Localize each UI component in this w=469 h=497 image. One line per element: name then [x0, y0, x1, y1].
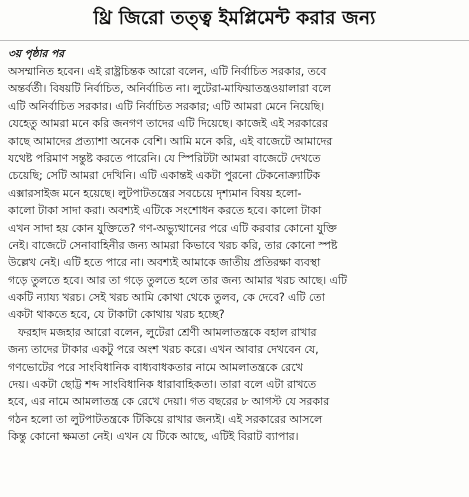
body-line: হবে, এর নামে আমলাতন্ত্র কে রেখে দেয়া। গত বছরের ৮ আগস্ট যে সরকার: [8, 395, 330, 409]
body-line: একটা থাকতে হবে, যে টাকাটা কোথায় খরচ হচ্ছে?: [8, 308, 225, 322]
body-line: জন্য তাদের টাকার একটু পরে অংশ খরচ করে। এখন আবার দেখবেন যে,: [8, 343, 319, 357]
headline-divider: [0, 40, 469, 41]
body-line: কালো টাকা সাদা করা। অবশ্যই এটিকে সংশোধন করতে হবে। কালো টাকা: [8, 204, 322, 218]
body-line: এখন সাদা হয় কোন যুক্তিতে? গণ-অভ্যুত্থানের পরে এটি করবার কোনো যুক্তি: [8, 221, 337, 235]
body-line: কাছে আমাদের প্রত্যাশা অনেক বেশি। আমি মনে করি, এই বাজেটে আমাদের: [8, 134, 333, 148]
body-line: দেয়। একটা ছোট্ট শব্দ সাংবিধানিক ধারাবাহিকতা। তারা বলে এটা রাখতে: [8, 378, 317, 392]
body-line: অন্তর্বর্তী। বিষয়টি নির্বাচিত, অনির্বাচিত না। লুটেরা-মাফিয়াতন্ত্রওয়ালারা বলে: [8, 82, 331, 96]
body-line: অসম্মানিত হবেন। এই রাষ্ট্রচিন্তক আরো বলেন, এটি নির্বাচিত সরকার, তবে: [8, 65, 327, 78]
body-line: একটি ন্যায্য খরচ। সেই খরচ আমি কোথা থেকে তুলব, কে দেবে? এটি তো: [8, 291, 325, 305]
body-line: যথেষ্ট পরিমাণ সন্তুষ্ট করতে পারেনি। যে স্পিরিটটা আমরা বাজেটে দেখতে: [8, 151, 321, 165]
body-line: চেয়েছি; সেটি আমরা দেখিনি। এটি একান্তই একটা পুরনো টেকনোক্র্যাটিক: [8, 169, 321, 183]
continuation-label: ৩য় পৃষ্ঠার পর: [8, 48, 65, 60]
article-body: [8, 63, 466, 446]
body-line: গঠন হলো তা লুটপাটতন্ত্রকে টিকিয়ে রাখার জন্যই। এই সরকারের আসলে: [8, 412, 323, 426]
body-line: ফরহাদ মজহার আরো বলেন, লুটেরা শ্রেণী আমলাতন্ত্রকে বহাল রাখার: [18, 325, 317, 339]
body-line: গণভোটের পরে সাংবিধানিক বাধ্যবাধকতার নামে আমলাতন্ত্রকে রেখে: [8, 360, 303, 374]
body-line: যেহেতু আমরা মনে করি জনগণ তাদের এটি দিয়েছে। কাজেই এই সরকারের: [8, 117, 329, 131]
body-line: কিন্তু কোনো ক্ষমতা নেই। এখন যে টিকে আছে, এটিই বিরাট ব্যাপার।: [8, 430, 299, 444]
body-line: এটি অনির্বাচিত সরকার। এটি নির্বাচিত সরকার; এটি আমরা মেনে নিয়েছি।: [8, 99, 325, 113]
body-line: এক্সারসাইজ মনে হয়েছে। লুটপাটতন্ত্রের সবচেয়ে দৃশ্যমান বিষয় হলো-: [8, 186, 302, 200]
body-line: গড়ে তুলতে হবে। আর তা গড়ে তুলতে হলে তার জন্য আমার খরচ আছে। এটি: [8, 273, 347, 287]
article-headline: থ্রি জিরো তত্ত্ব ইমপ্লিমেন্ট করার জন্য: [93, 8, 376, 29]
body-line: উল্লেখ নেই। এটি হতে পারে না। অবশ্যই আমাকে জাতীয় প্রতিরক্ষা ব্যবস্থা: [8, 256, 321, 270]
body-line: নেই। বাজেটে সেনাবাহিনীর জন্য আমরা কিভাবে খরচ করি, তার কোনো স্পষ্ট: [8, 238, 338, 252]
